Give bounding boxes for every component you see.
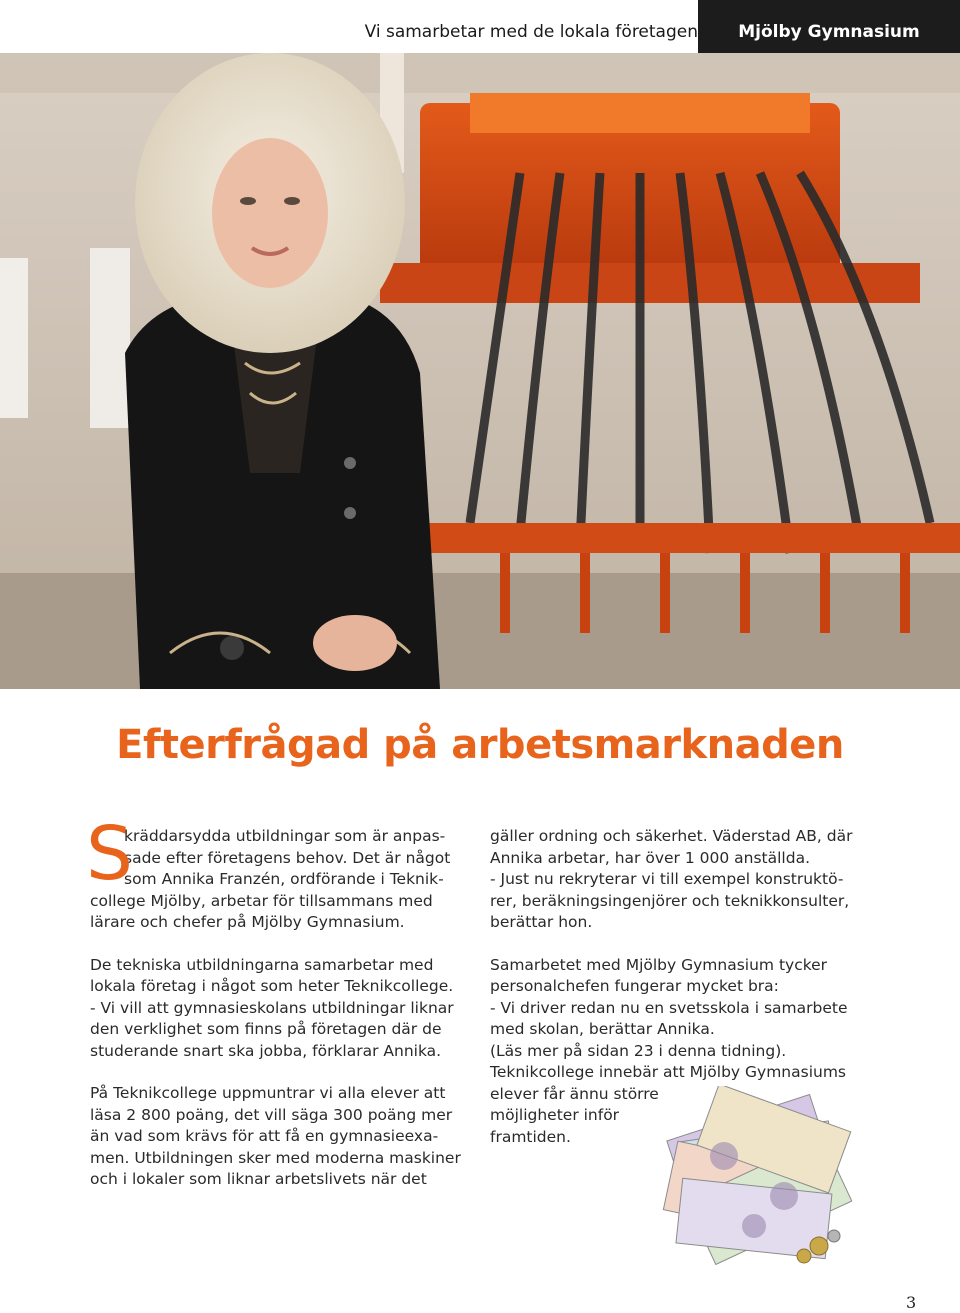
text-line: - Just nu rekryterar vi till exempel konstruktö-: [490, 870, 844, 888]
text-line: Samarbetet med Mjölby Gymnasium tycker: [490, 955, 828, 974]
banknotes-image: [654, 1086, 859, 1268]
text-line: Teknikcollege innebär att Mjölby Gymnasiums: [490, 1063, 847, 1081]
text-line: den verklighet som finns på företagen där de: [90, 1020, 442, 1038]
text-line: läsa 2 800 poäng, det vill säga 300 poäng mer: [90, 1105, 453, 1124]
section-title: Vi samarbetar med de lokala företagen: [364, 21, 698, 42]
text-line: möjligheter inför: [490, 1106, 620, 1124]
text-line: (Läs mer på sidan 23 i denna tidning).: [490, 1041, 787, 1060]
text-line: än vad som krävs för att få en gymnasieexa-: [90, 1127, 439, 1145]
text-line: elever får ännu större: [490, 1084, 659, 1103]
portrait-photo-illustration: [0, 53, 960, 689]
intro-line: lärare och chefer på Mjölby Gymnasium.: [90, 913, 405, 931]
text-line: berättar hon.: [490, 913, 593, 931]
text-line: med skolan, berättar Annika.: [490, 1020, 715, 1038]
paragraph-points: [90, 1083, 480, 1191]
text-line: personalchefen fungerar mycket bra:: [490, 977, 779, 995]
text-line: De tekniska utbildningarna samarbetar med: [90, 955, 434, 974]
banknotes-illustration: [654, 1086, 859, 1268]
text-line: men. Utbildningen sker med moderna maskiner: [90, 1148, 461, 1167]
text-line: och i lokaler som liknar arbetslivets när det: [90, 1170, 427, 1188]
dropcap-letter: S: [86, 811, 133, 897]
text-line: På Teknikcollege uppmuntrar vi alla elever att: [90, 1084, 446, 1102]
page-number: 3: [906, 1293, 917, 1312]
text-line: - Vi driver redan nu en svetsskola i samarbete: [490, 998, 848, 1017]
portrait-photo: [0, 53, 960, 689]
intro-paragraph: [86, 811, 480, 934]
paragraph-vaderstad: [490, 826, 890, 934]
text-line: Annika arbetar, har över 1 000 anställda.: [490, 848, 810, 867]
article-headline: Efterfrågad på arbetsmarknaden: [116, 722, 844, 768]
paragraph-teknikcollege: [90, 955, 480, 1063]
text-line: rer, beräkningsingenjörer och teknikkonsulter,: [490, 891, 850, 910]
school-name-banner: Mjölby Gymnasium: [698, 0, 960, 63]
intro-line: kräddarsydda utbildningar som är anpas-: [124, 827, 446, 845]
text-line: - Vi vill att gymnasieskolans utbildningar liknar: [90, 998, 454, 1017]
intro-line: som Annika Franzén, ordförande i Teknik-: [124, 870, 444, 888]
intro-line: sade efter företagens behov. Det är något: [124, 848, 451, 867]
text-line: studerande snart ska jobba, förklarar Annika.: [90, 1041, 442, 1060]
text-line: framtiden.: [490, 1127, 571, 1146]
text-line: lokala företag i något som heter Teknikcollege.: [90, 977, 454, 995]
intro-line: college Mjölby, arbetar för tillsammans med: [90, 891, 433, 910]
text-line: gäller ordning och säkerhet. Väderstad AB, där: [490, 827, 853, 845]
left-column: [86, 811, 480, 1191]
